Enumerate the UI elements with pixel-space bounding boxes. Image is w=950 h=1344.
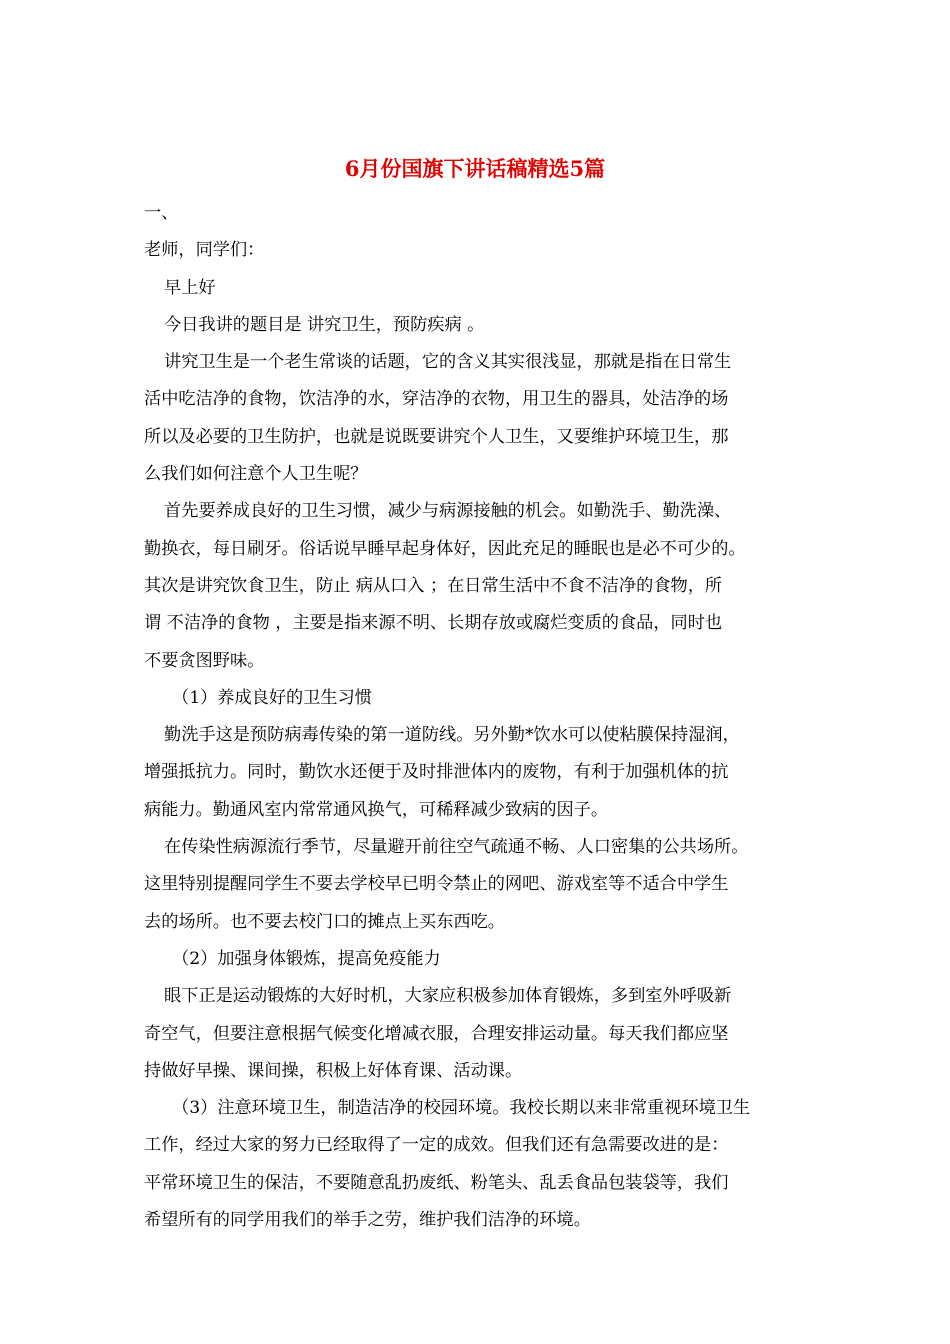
section-number: 一、: [144, 203, 179, 223]
greeting: 早上好: [164, 277, 216, 298]
body-text-line: 其次是讲究饮食卫生，防止 病从口入 ；在日常生活中不食不洁净的食物，所: [144, 575, 723, 596]
document-title: 6月份国旗下讲话稿精选5篇: [344, 156, 606, 181]
body-text-line: 勤洗手这是预防病毒传染的第一道防线。另外勤*饮水可以使粘膜保持湿润，: [164, 725, 740, 746]
body-text-line: 么我们如何注意个人卫生呢？: [144, 464, 368, 485]
body-text-line: 不要贪图野味。: [144, 650, 265, 671]
body-text-line: 工作，经过大家的努力已经取得了一定的成效。但我们还有急需要改进的是：: [144, 1135, 729, 1156]
body-text-line: 病能力。勤通风室内常常通风换气，可稀释减少致病的因子。: [144, 799, 609, 820]
body-text-line: 平常环境卫生的保洁，不要随意乱扔废纸、粉笔头、乱丢食品包装袋等，我们: [144, 1172, 729, 1193]
document-body: [144, 195, 816, 1239]
subheading: （1）养成良好的卫生习惯: [172, 687, 372, 708]
body-text-line: 希望所有的同学用我们的举手之劳，维护我们洁净的环境。: [144, 1210, 591, 1231]
body-text-line: 首先要养成良好的卫生习惯，减少与病源接触的机会。如勤洗手、勤洗澡、: [164, 501, 732, 522]
body-text-line: 讲究卫生是一个老生常谈的话题，它的含义其实很浅显，那就是指在日常生: [164, 352, 732, 373]
body-text-line: 在传染性病源流行季节，尽量避开前往空气疏通不畅、人口密集的公共场所。: [164, 837, 749, 858]
body-text-line: 去的场所。也不要去校门口的摊点上买东西吃。: [144, 911, 505, 932]
salutation: 老师，同学们：: [144, 240, 265, 261]
body-text-line: 眼下正是运动锻炼的大好时机，大家应积极参加体育锻炼，多到室外呼吸新: [164, 986, 732, 1007]
body-text-line: 这里特别提醒同学生不要去学校早已明令禁止的网吧、游戏室等不适合中学生: [144, 874, 729, 895]
body-text-line: 奇空气，但要注意根据气候变化增减衣服，合理安排运动量。每天我们都应坚: [144, 1023, 729, 1044]
topic-line: 今日我讲的题目是 讲究卫生，预防疾病 。: [164, 314, 485, 335]
body-text-line: 增强抵抗力。同时，勤饮水还便于及时排泄体内的废物，有利于加强机体的抗: [144, 762, 729, 783]
body-text-line: 谓 不洁净的食物 ，主要是指来源不明、长期存放或腐烂变质的食品，同时也: [144, 613, 723, 634]
body-text-line: 勤换衣，每日刷牙。俗话说早睡早起身体好，因此充足的睡眠也是必不可少的。: [144, 538, 746, 559]
subheading: （3）注意环境卫生，制造洁净的校园环境。我校长期以来非常重视环境卫生: [172, 1098, 751, 1119]
body-text-line: 活中吃洁净的食物，饮洁净的水，穿洁净的衣物，用卫生的器具，处洁净的场: [144, 389, 729, 410]
body-text-line: 持做好早操、课间操，积极上好体育课、活动课。: [144, 1060, 523, 1081]
body-text-line: 所以及必要的卫生防护，也就是说既要讲究个人卫生，又要维护环境卫生，那: [144, 426, 729, 447]
subheading: （2）加强身体锻炼，提高免疫能力: [172, 948, 441, 969]
